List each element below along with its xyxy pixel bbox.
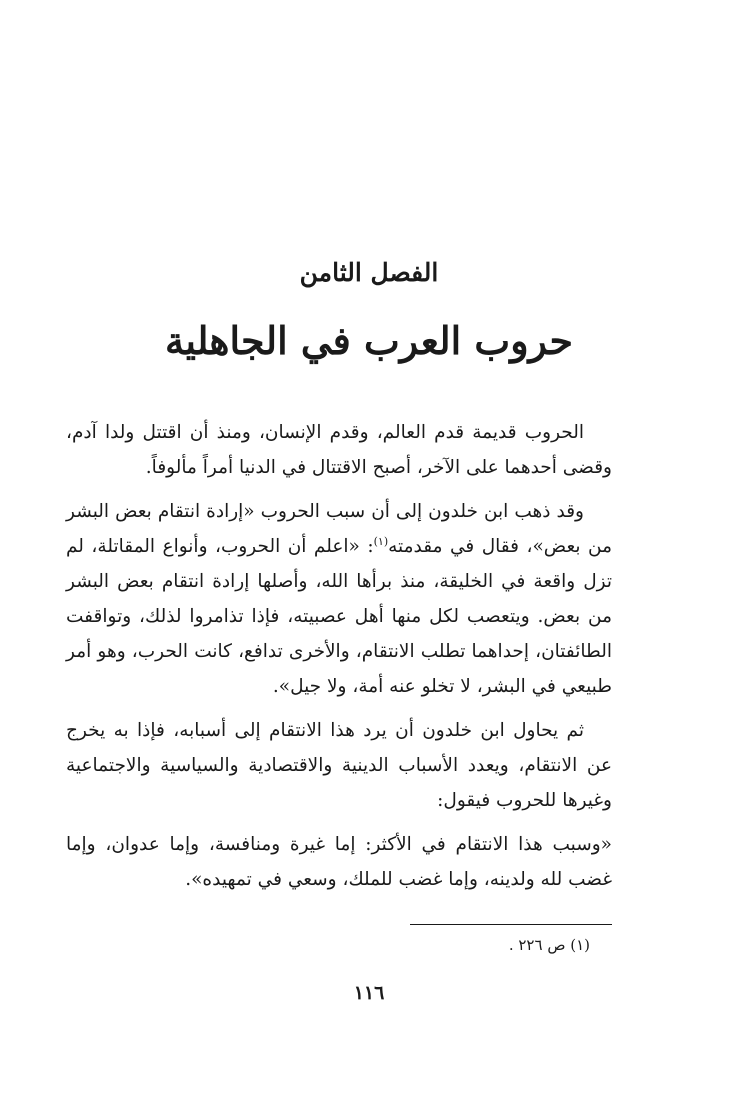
chapter-label: الفصل الثامن [299,258,439,287]
paragraph-2 [66,494,612,704]
body-text [66,415,612,906]
footnote-reference[interactable]: (١) [373,534,389,548]
footnote: (١) ص ٢٢٦ . [508,936,590,954]
chapter-title: حروب العرب في الجاهلية [164,318,574,363]
footnote-divider [410,924,612,925]
paragraph-3: ثم يحاول ابن خلدون أن يرد هذا الانتقام إلى أسبابه، فإذا به يخرج عن الانتقام، ويعدد الأسباب الدينية والاقتصادية والسياسية والاجتماعية وغيرها للحروب فيقول: [66,720,612,811]
page-number: ١١٦ [353,982,385,1004]
paragraph-4-quote: «وسبب هذا الانتقام في الأكثر: إما غيرة ومنافسة، وإما عدوان، وإما غضب لله ولدينه، وإما غضب للملك، وسعي في تمهيده». [66,834,612,890]
paragraph-1: الحروب قديمة قدم العالم، وقدم الإنسان، ومنذ أن اقتتل ولدا آدم، وقضى أحدهما على الآخر، أصبح الاقتتال في الدنيا أمراً مألوفاً. [66,422,612,478]
paragraph-2-part-2: : «اعلم أن الحروب، وأنواع المقاتلة، لم تزل واقعة في الخليقة، منذ برأها الله، وأصلها إرادة انتقام بعض البشر من بعض. ويتعصب لكل منها أهل عصبيته، فإذا تذامروا لذلك، وتواقفت الطائفتان، إحداهما تطلب الانتقام، والأخرى تدافع، كانت الحرب، وهو أمر طبيعي في البشر، لا تخلو عنه أمة، ولا جيل». [66,536,612,697]
paragraph-2-part-1: وقد ذهب ابن خلدون إلى أن سبب الحروب «إرادة انتقام بعض البشر من بعض»، فقال في مقدمته [66,501,612,557]
